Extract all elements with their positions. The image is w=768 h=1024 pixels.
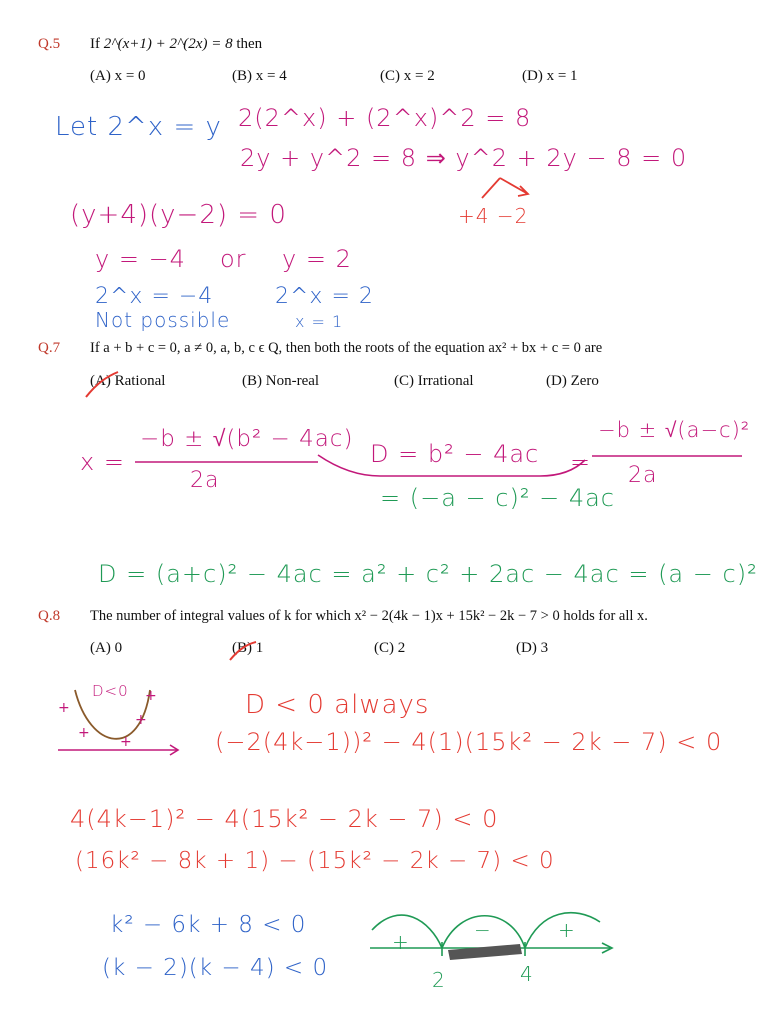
q5-expr: 2^(x+1) + 2^(2x) = 8 (103, 36, 233, 52)
q7-work-numerator: −b ± √(b² − 4ac) (140, 426, 354, 452)
q7-work-rhs-num: −b ± √(a−c)² (598, 418, 751, 442)
q8-option-a[interactable]: (A) 0 (90, 640, 123, 656)
q8-graph-plus-4: + (78, 725, 90, 741)
q5-work-line1: 2(2^x) + (2^x)^2 = 8 (238, 104, 532, 132)
q5-option-a[interactable]: (A) x = 0 (90, 68, 146, 84)
q5-option-b[interactable]: (B) x = 4 (232, 68, 287, 84)
q8-sign-plus-left: + (392, 930, 410, 954)
q8-tick-2: 2 (432, 968, 446, 992)
q8-sign-arc-2 (442, 916, 525, 948)
q5-work-let: Let 2^x = y (55, 112, 222, 142)
q7-option-b[interactable]: (B) Non-real (242, 373, 320, 389)
q8-graph-plus-5: + (120, 734, 132, 750)
q5-arrow-right (500, 178, 528, 196)
q8-graph-plus-3: + (135, 712, 147, 728)
q5-work-line6b: x = 1 (295, 312, 344, 331)
question-number-7: Q.7 (38, 340, 61, 356)
q8-option-b[interactable]: (B) 1 (232, 640, 264, 656)
q5-option-c[interactable]: (C) x = 2 (380, 68, 435, 84)
question-text-8: The number of integral values of k for which x² − 2(4k − 1)x + 15k² − 2k − 7 > 0 holds for all x. (90, 608, 648, 624)
q8-work-line6: (k − 2)(k − 4) < 0 (102, 955, 329, 981)
q8-sign-minus: − (474, 918, 492, 942)
q7-work-d-def: D = b² − 4ac (370, 440, 540, 468)
q7-work-d-sub: = (−a − c)² − 4ac (380, 484, 616, 512)
q7-work-denominator: 2a (190, 468, 220, 493)
q5-prefix: If (90, 36, 104, 52)
q8-work-line5: k² − 6k + 8 < 0 (110, 912, 307, 938)
q5-work-line5a: 2^x = −4 (95, 284, 214, 309)
q8-sign-arc-1 (372, 915, 442, 948)
q7-option-c[interactable]: (C) Irrational (394, 373, 474, 389)
q8-graph-plus-1: + (58, 700, 70, 716)
q5-arrow-left (482, 178, 500, 198)
q8-work-line1: D < 0 always (245, 690, 430, 720)
q8-option-c[interactable]: (C) 2 (374, 640, 406, 656)
q5-work-line2: 2y + y^2 = 8 ⇒ y^2 + 2y − 8 = 0 (240, 144, 688, 172)
q7-work-x-eq: x = (80, 448, 125, 476)
q8-answer-mark (230, 642, 256, 660)
question-number-8: Q.8 (38, 608, 61, 624)
q8-sign-plus-right: + (558, 918, 576, 942)
q8-option-d[interactable]: (D) 3 (516, 640, 549, 656)
q7-answer-mark (86, 372, 118, 397)
q7-brace (318, 455, 585, 476)
q8-sign-arc-3 (525, 913, 600, 948)
q5-work-line4b: y = 2 (282, 245, 352, 273)
q5-option-d[interactable]: (D) x = 1 (522, 68, 578, 84)
q8-graph-label: D<0 (92, 682, 129, 700)
q5-work-line6a: Not possible (95, 308, 231, 332)
q7-work-equals: = (570, 448, 592, 476)
q8-solution-interval (448, 944, 522, 960)
q7-option-d[interactable]: (D) Zero (546, 373, 599, 389)
q5-work-line5b: 2^x = 2 (275, 284, 374, 309)
q5-work-line3: (y+4)(y−2) = 0 (70, 200, 287, 230)
q8-work-line4: (16k² − 8k + 1) − (15k² − 2k − 7) < 0 (75, 848, 555, 874)
q7-work-d-expand: D = (a+c)² − 4ac = a² + c² + 2ac − 4ac = (a − c)² (98, 560, 758, 588)
q5-suffix: then (232, 36, 263, 52)
q5-work-factors: +4 −2 (458, 204, 529, 228)
q8-work-line2: (−2(4k−1))² − 4(1)(15k² − 2k − 7) < 0 (215, 728, 723, 756)
q8-graph-plus-2: + (145, 688, 157, 704)
q8-work-line3: 4(4k−1)² − 4(15k² − 2k − 7) < 0 (70, 805, 499, 833)
q5-work-line4a: y = −4 (95, 245, 186, 273)
q7-work-rhs-den: 2a (628, 463, 658, 488)
q7-option-a[interactable]: (A) Rational (90, 373, 166, 389)
q5-work-line4or: or (220, 245, 247, 273)
q8-tick-4: 4 (520, 962, 534, 986)
question-text-7: If a + b + c = 0, a ≠ 0, a, b, c ϵ Q, then both the roots of the equation ax² + bx + c = 0 are (90, 340, 603, 356)
question-number-5: Q.5 (38, 36, 61, 52)
